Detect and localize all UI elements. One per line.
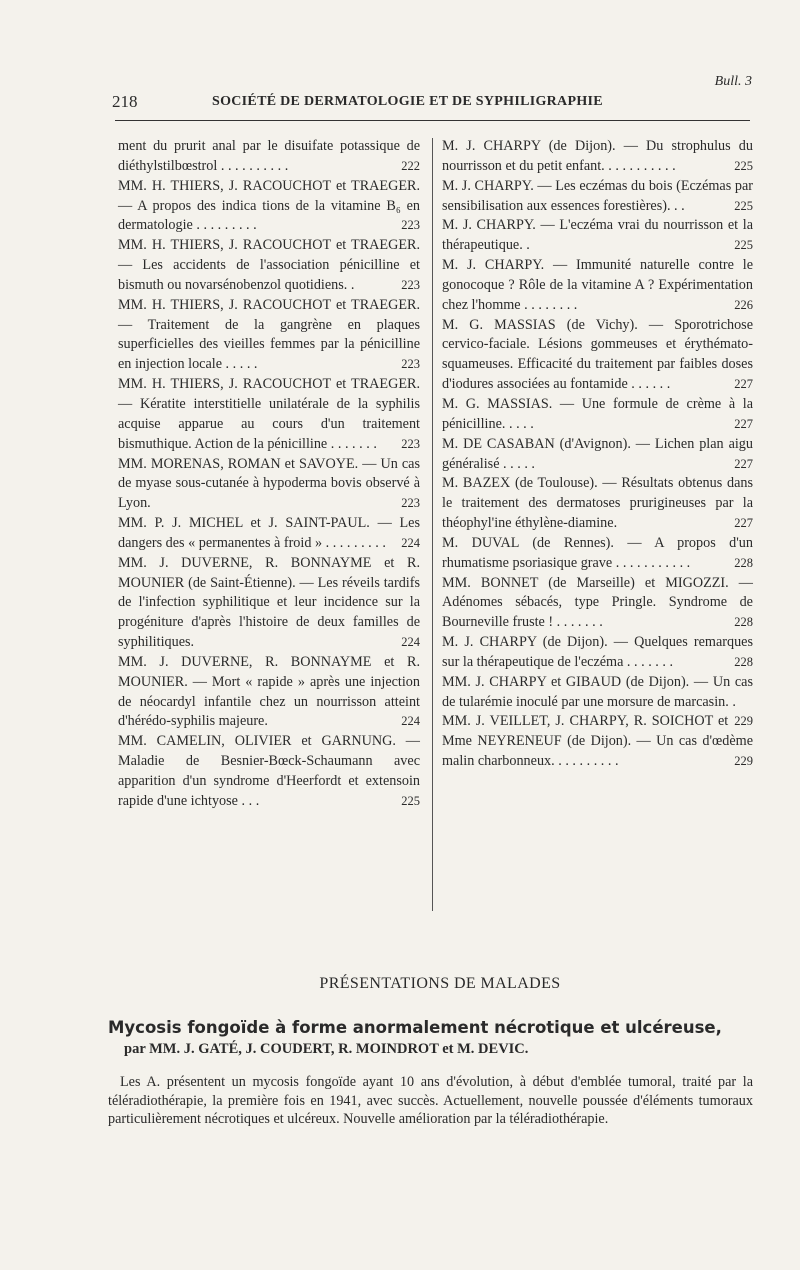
toc-right-column [442,137,753,772]
toc-entry-text: MM. J. DUVERNE, R. BONNAYME et R. MOUNIER. — Mort « rapide » après une injection de néocardyl infantile chez un nourrisson atteint d'hérédo-syphilis majeure. [118,653,420,730]
article-authors: par MM. J. GATÉ, J. COUDERT, R. MOINDROT et M. DEVIC. [124,1041,529,1057]
running-head [112,92,752,114]
toc-entry-text: M. DUVAL (de Rennes). — A propos d'un rhumatisme psoriasique grave . . . . . . . . . . . [442,534,753,571]
toc-entry-text: MM. P. J. MICHEL et J. SAINT-PAUL. — Les dangers des « permanentes à froid » . . . . . . . . . [118,515,420,551]
toc-entry-page: 227 [734,456,753,471]
toc-entry-page: 226 [734,297,753,312]
toc-entry-text: MM. H. THIERS, J. RACOUCHOT et TRAEGER. — A propos des indica tions de la vitamine B₆ en dermatologie . . . . . . . . . [118,177,420,234]
bulletin-mark: Bull. 3 [714,74,752,89]
toc-entry [442,316,753,395]
toc-entry-text: M. J. CHARPY (de Dijon). — Quelques remarques sur la thérapeutique de l'eczéma . . . . . . . [442,634,753,670]
toc-entry-page: 224 [401,635,420,650]
toc-entry-text: MM. J. CHARPY et GIBAUD (de Dijon). — Un cas de tularémie inoculé par une morsure de marcasin. . [442,673,753,710]
toc-entry-page: 225 [734,238,753,253]
toc-entry-page: 222 [401,158,420,173]
toc-entry-page: 223 [401,496,420,511]
toc-entry-text: M. J. CHARPY. — L'eczéma vrai du nourrisson et la thérapeutique. . [442,217,753,254]
toc-entry [118,514,420,554]
toc-entry-page: 224 [401,535,420,550]
toc-entry [118,732,420,811]
toc-entry-page: 227 [734,416,753,431]
toc-entry [118,653,420,732]
toc-entry-text: M. G. MASSIAS. — Une formule de crème à la pénicilline. . . . . [442,395,753,432]
toc-entry [118,236,420,296]
toc-entry-page: 223 [401,277,420,292]
toc-entry-text: ment du prurit anal par le disuifate potassique de diéthylstilbœstrol . . . . . . . . . . [118,138,420,174]
toc-entry-text: M. DE CASABAN (d'Avignon). — Lichen plan aigu généralisé . . . . . [442,435,753,472]
page-number: 218 [112,92,138,111]
toc-entry-text: M. J. CHARPY. — Immunité naturelle contre le gonocoque ? Rôle de la vitamine A ? Expérimentation chez l'homme . . . . . . . . [442,257,753,313]
section-title: PRÉSENTATIONS DE MALADES [319,975,561,992]
toc-entry-text: M. J. CHARPY. — Les eczémas du bois (Eczémas par sensibilisation aux essences forestières). . . [442,177,753,214]
toc-entry-text: M. J. CHARPY (de Dijon). — Du strophulus du nourrisson et du petit enfant. . . . . . . . . . . [442,138,753,174]
article-body: Les A. présentent un mycosis fongoïde ayant 10 ans d'évolution, à début d'emblée tumoral, traité par la téléradiothérapie, la première fois en 1941, avec succès. Actuellement, nouvelle poussée d'éléments tumoraux particulièrement nécrotiques et ulcéreux. Nouvelle amélioration par la téléradiothérapie. [108,1074,753,1127]
toc-entry [118,554,420,653]
toc-entry [442,534,753,574]
toc-entry-page: 229 [734,754,753,769]
header-rule [115,120,750,121]
toc-entry-page: 229 [734,714,753,729]
toc-left-column [118,137,420,812]
toc-entry-text: MM. MORENAS, ROMAN et SAVOYE. — Un cas de myase sous-cutanée à hypoderma bovis observé à Lyon. [118,455,420,512]
toc-entry-page: 225 [734,158,753,173]
toc-entry [442,137,753,177]
toc-entry-text: MM. CAMELIN, OLIVIER et GARNUNG. — Maladie de Besnier-Bœck-Schaumann avec apparition d'un syndrome d'Heerfordt et extensoin rapide d'une ichtyose . . . [118,733,420,809]
toc-entry [442,256,753,316]
toc-entry [442,435,753,475]
toc-entry-text: MM. H. THIERS, J. RACOUCHOT et TRAEGER. — Traitement de la gangrène en plaques superficielles des vieilles femmes par la pénicilline en injection locale . . . . . [118,296,420,373]
toc-entry-page: 225 [734,198,753,213]
column-divider [432,138,433,911]
toc-entry-page: 228 [734,555,753,570]
toc-entry-text: M. G. MASSIAS (de Vichy). — Sporotrichose cervico-faciale. Lésions gommeuses et érythémato-squameuses. Efficacité du traitement par faibles doses d'iodures associées au fontamide . . . . . . [442,316,753,393]
running-title: SOCIÉTÉ DE DERMATOLOGIE ET DE SYPHILIGRAPHIE [212,94,603,109]
toc-entry-text: MM. H. THIERS, J. RACOUCHOT et TRAEGER. — Les accidents de l'association pénicilline et bismuth ou novarsénobenzol quotidiens. . [118,237,420,293]
toc-entry [118,137,420,177]
toc-entry-page: 224 [401,714,420,729]
toc-entry [118,296,420,375]
toc-entry [118,177,420,237]
toc-entry-page: 223 [401,357,420,372]
toc-entry [118,455,420,515]
toc-entry-page: 227 [734,377,753,392]
toc-entry-text: MM. J. DUVERNE, R. BONNAYME et R. MOUNIER (de Saint-Étienne). — Les réveils tardifs de l'infection syphilitique et leur incidence sur la progéniture d'après l'histoire de deux familles de syphilitiques. [118,554,420,651]
toc-entry-text: MM. H. THIERS, J. RACOUCHOT et TRAEGER. — Kératite interstitielle unilatérale de la syphilis acquise apparue au cours d'un traitement bismuthique. Action de la pénicilline . . . . . . . [118,376,420,452]
toc-entry-page: 228 [734,615,753,630]
toc-entry-page: 223 [401,436,420,451]
toc-entry [442,177,753,217]
toc-entry [118,375,420,454]
article-title: Mycosis fongoïde à forme anormalement nécrotique et ulcéreuse, [108,1018,722,1037]
toc-entry [442,474,753,534]
toc-entry-text: M. BAZEX (de Toulouse). — Résultats obtenus dans le traitement des dermatoses prurigineuses par la théophyl'ine éthylène-diamine. [442,475,753,532]
toc-entry-page: 223 [401,218,420,233]
toc-entry-page: 228 [734,654,753,669]
toc-entry [442,673,753,729]
toc-entry [442,216,753,256]
toc-entry-page: 225 [401,793,420,808]
toc-entry [442,395,753,435]
toc-entry [442,633,753,673]
toc-entry-text: MM. BONNET (de Marseille) et MIGOZZI. — Adénomes sébacés, type Pringle. Syndrome de Bourneville fruste ! . . . . . . . [442,574,753,631]
toc-entry [442,712,753,772]
toc-entry-page: 227 [734,516,753,531]
toc-entry [442,574,753,634]
toc-entry-text: MM. J. VEILLET, J. CHARPY, R. SOICHOT et Mme NEYRENEUF (de Dijon). — Un cas d'œdème malin charbonneux. . . . . . . . . . [442,713,753,770]
